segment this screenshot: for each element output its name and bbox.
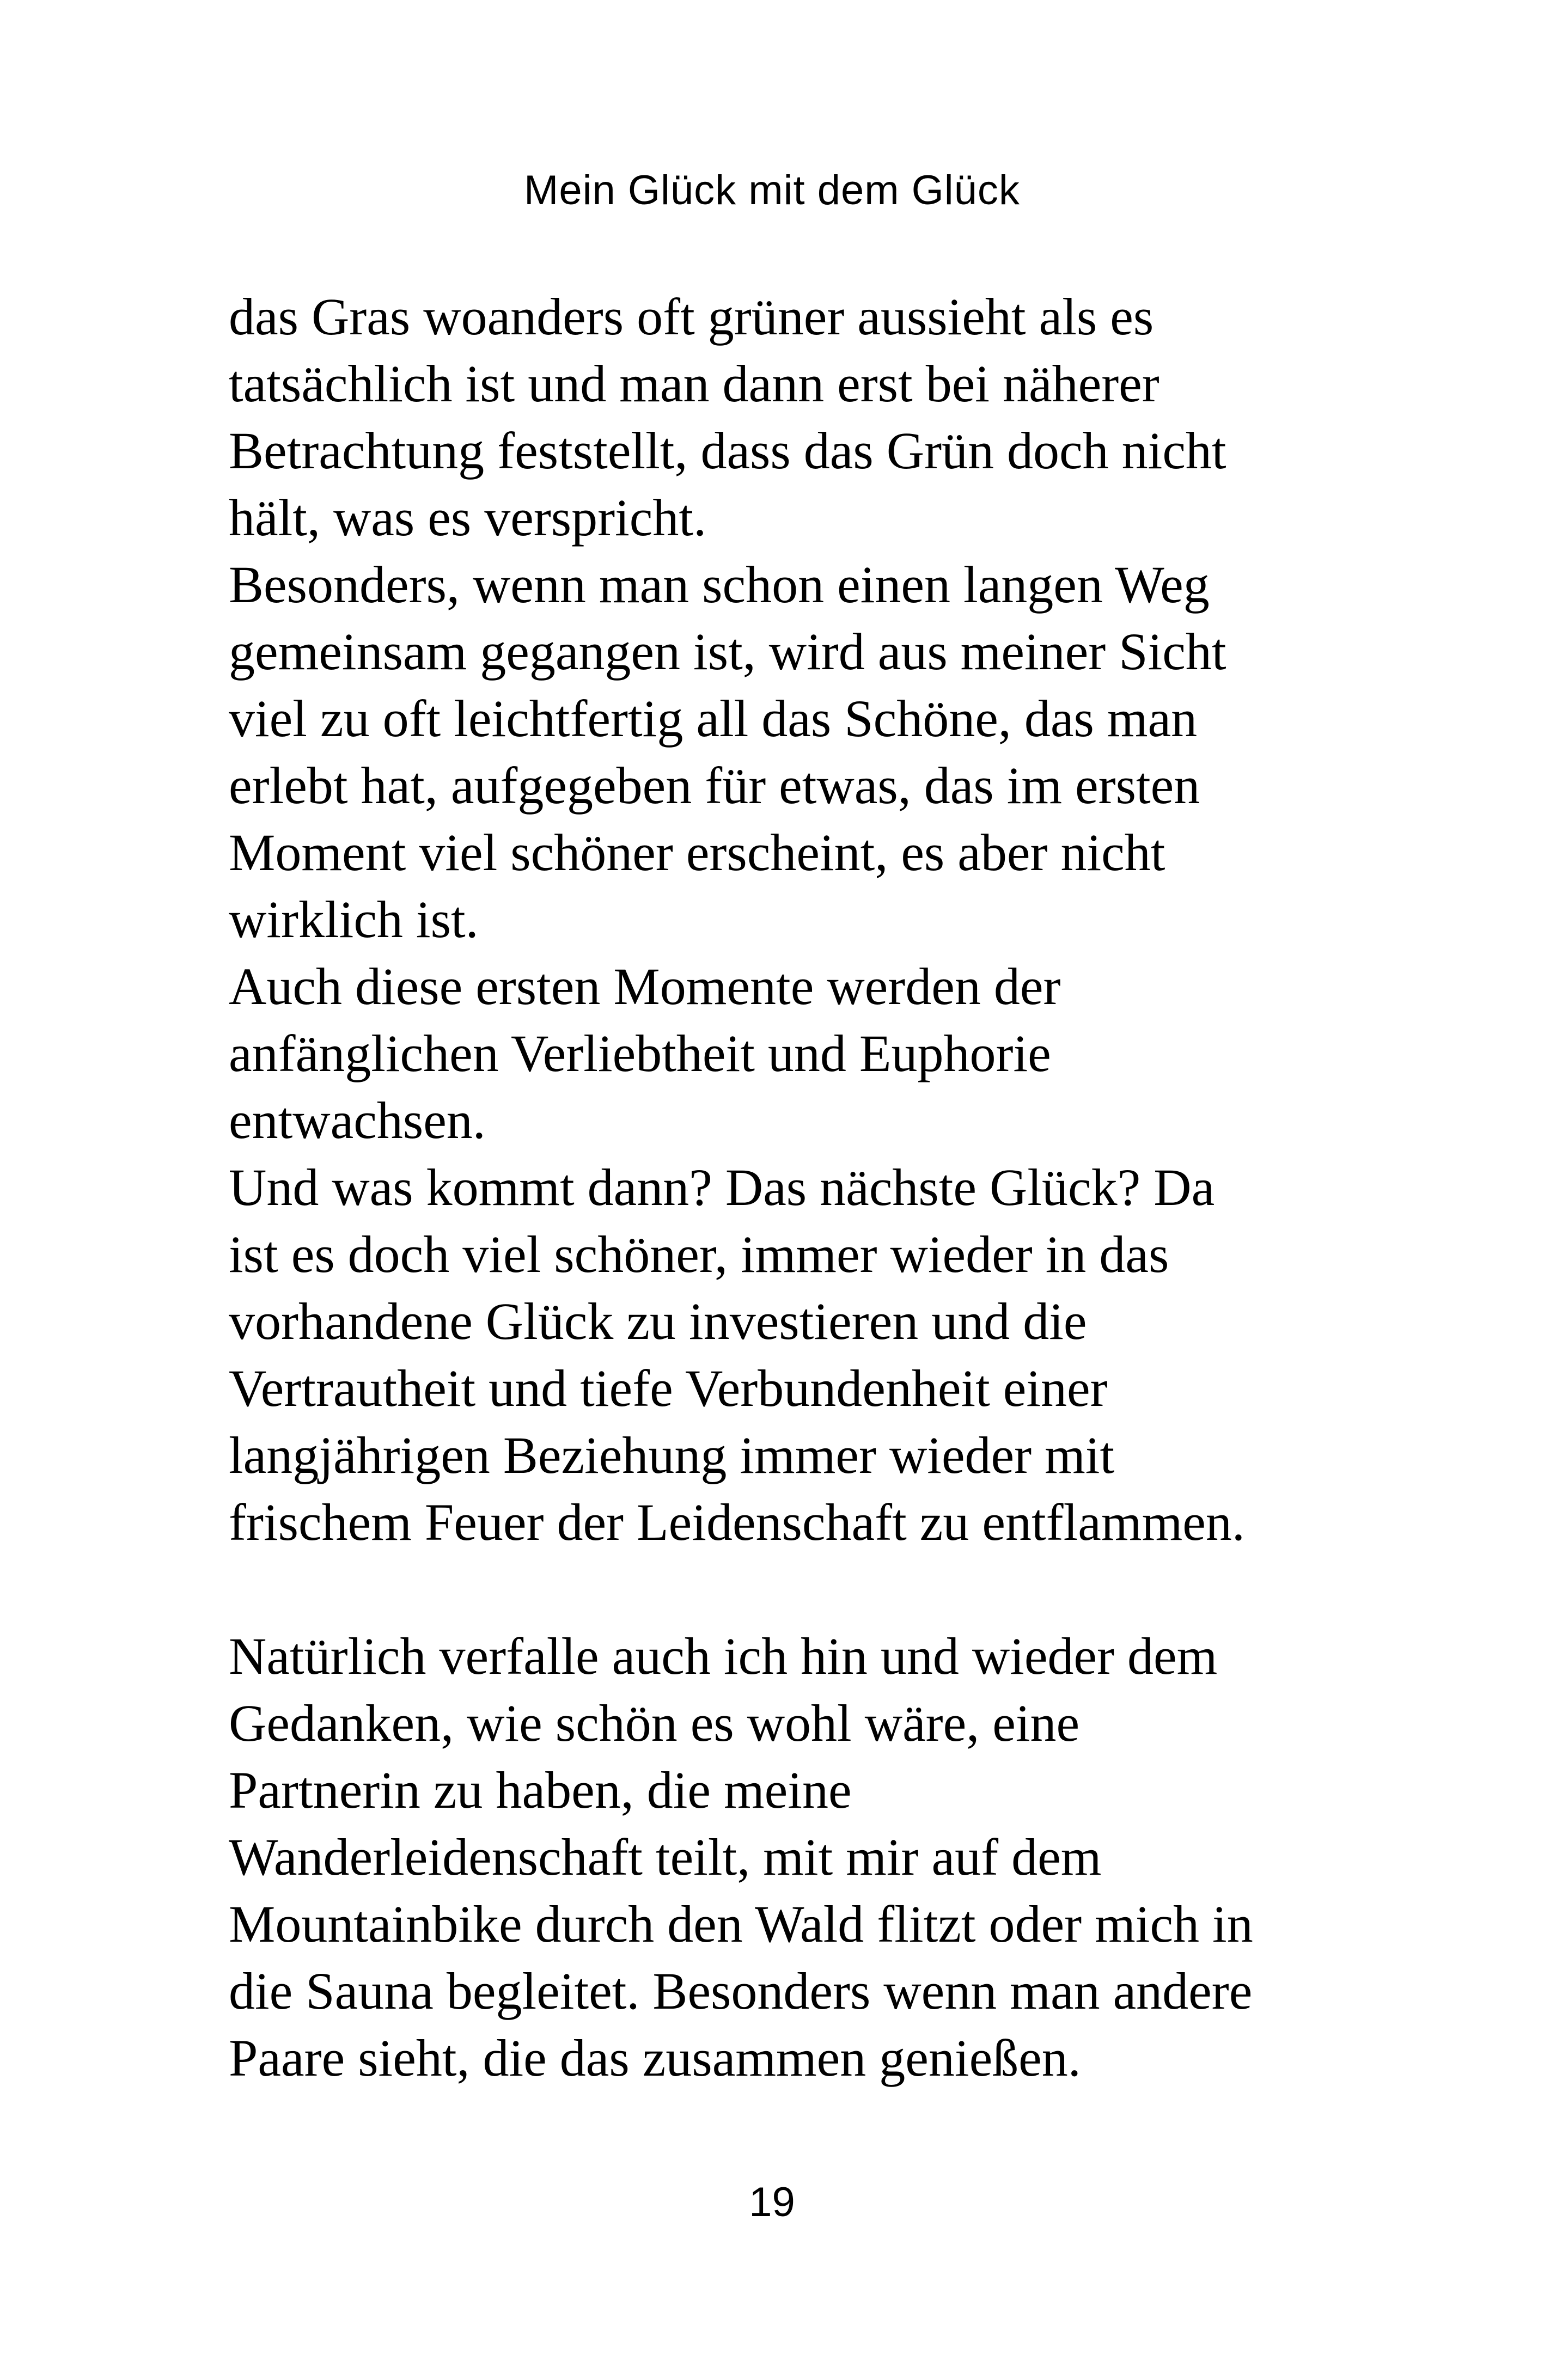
text-line: ist es doch viel schöner, immer wieder in das: [229, 1225, 1169, 1283]
page-number: 19: [749, 2179, 795, 2225]
text-line: Natürlich verfalle auch ich hin und wieder dem: [229, 1627, 1218, 1685]
text-line: anfänglichen Verliebtheit und Euphorie: [229, 1024, 1051, 1082]
text-line: Moment viel schöner erscheint, es aber nicht: [229, 823, 1165, 882]
text-line: Mountainbike durch den Wald flitzt oder mich in: [229, 1895, 1253, 1953]
text-line: Wanderleidenschaft teilt, mit mir auf dem: [229, 1828, 1102, 1886]
page-header-title: Mein Glück mit dem Glück: [524, 167, 1020, 213]
text-line: die Sauna begleitet. Besonders wenn man andere: [229, 1962, 1253, 2020]
text-line: das Gras woanders oft grüner aussieht als es: [229, 287, 1154, 346]
paragraph-2: [229, 1623, 1372, 2091]
text-line: viel zu oft leichtfertig all das Schöne, das man: [229, 689, 1198, 748]
text-line: langjährigen Beziehung immer wieder mit: [229, 1426, 1115, 1484]
text-line: wirklich ist.: [229, 890, 479, 949]
text-line: vorhandene Glück zu investieren und die: [229, 1292, 1087, 1350]
body-text: [229, 283, 1372, 2091]
text-line: Vertrautheit und tiefe Verbundenheit einer: [229, 1359, 1108, 1417]
paragraph-1: [229, 283, 1372, 1556]
text-line: erlebt hat, aufgegeben für etwas, das im ersten: [229, 756, 1200, 815]
text-line: Betrachtung feststellt, dass das Grün doch nicht: [229, 421, 1226, 480]
text-line: frischem Feuer der Leidenschaft zu entflammen.: [229, 1493, 1245, 1551]
text-line: Gedanken, wie schön es wohl wäre, eine: [229, 1694, 1080, 1752]
text-line: tatsächlich ist und man dann erst bei näherer: [229, 354, 1159, 413]
text-line: Auch diese ersten Momente werden der: [229, 957, 1061, 1015]
text-line: entwachsen.: [229, 1091, 486, 1149]
text-line: Paare sieht, die das zusammen genießen.: [229, 2029, 1081, 2087]
text-line: Partnerin zu haben, die meine: [229, 1761, 852, 1819]
text-line: gemeinsam gegangen ist, wird aus meiner Sicht: [229, 622, 1226, 681]
text-line: hält, was es verspricht.: [229, 488, 707, 547]
text-line: Besonders, wenn man schon einen langen Weg: [229, 555, 1210, 614]
text-line: Und was kommt dann? Das nächste Glück? Da: [229, 1158, 1215, 1216]
paragraph-spacer: [229, 1556, 1372, 1623]
